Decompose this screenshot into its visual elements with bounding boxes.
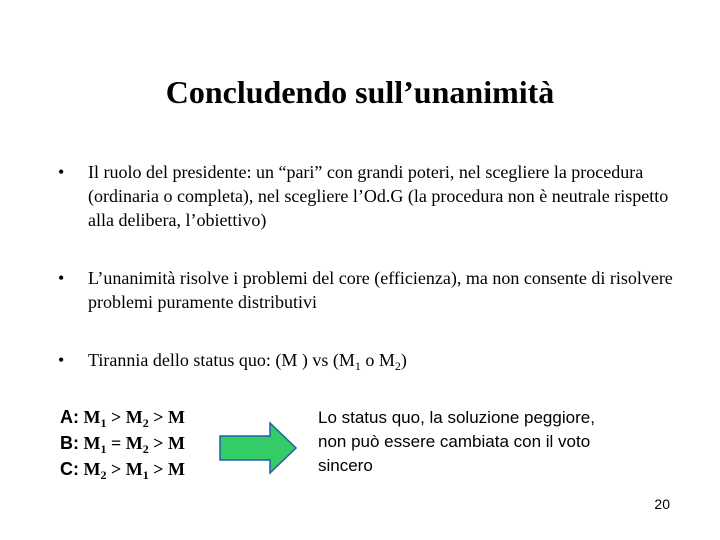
bullet-dot: • xyxy=(58,268,65,288)
pref-part: = M xyxy=(106,433,143,453)
page-number: 20 xyxy=(654,496,670,512)
subscript: 1 xyxy=(142,468,149,483)
pref-part: > M xyxy=(148,407,185,427)
conclusion-text: Lo status quo, la soluzione peggiore, non può essere cambiata con il voto sincero xyxy=(318,408,595,475)
pref-part: > M xyxy=(106,459,143,479)
bullet-text: Il ruolo del presidente: un “pari” con grandi poteri, nel scegliere la procedura (ordinaria o completa), nel scegliere l’Od.G (la procedura non è neutrale rispetto alla delibera, l’obiettivo) xyxy=(88,162,669,230)
arrow-shape xyxy=(220,423,296,473)
bullet-text-part: o M xyxy=(360,350,395,370)
pref-part: M xyxy=(79,459,101,479)
bullet-text-part: Tirannia dello status quo: (M ) vs (M xyxy=(88,350,355,370)
subscript: 1 xyxy=(100,416,107,431)
preference-row-a xyxy=(60,404,185,430)
subscript: 2 xyxy=(100,468,107,483)
pref-part: > M xyxy=(148,459,185,479)
preference-row-c xyxy=(60,456,185,482)
subscript: 2 xyxy=(394,359,401,374)
bullet-text: L’unanimità risolve i problemi del core (efficienza), ma non consente di risolvere problemi puramente distributivi xyxy=(88,268,673,312)
bullet-dot: • xyxy=(58,350,65,370)
voter-label: A: xyxy=(60,407,79,427)
subscript: 1 xyxy=(100,442,107,457)
preference-list xyxy=(60,404,185,482)
bullet-text-part: ) xyxy=(400,350,407,370)
voter-label: B: xyxy=(60,433,79,453)
bullet-text xyxy=(88,348,678,372)
subscript: 2 xyxy=(142,416,149,431)
preference-row-b xyxy=(60,430,185,456)
right-arrow-icon xyxy=(218,420,298,476)
subscript: 1 xyxy=(354,359,361,374)
pref-part: M xyxy=(79,407,101,427)
pref-part: > M xyxy=(106,407,143,427)
pref-part: M xyxy=(79,433,101,453)
voter-label: C: xyxy=(60,459,79,479)
subscript: 2 xyxy=(142,442,149,457)
slide-title: Concludendo sull’unanimità xyxy=(165,74,555,110)
bullet-dot: • xyxy=(58,162,65,182)
pref-part: > M xyxy=(148,433,185,453)
